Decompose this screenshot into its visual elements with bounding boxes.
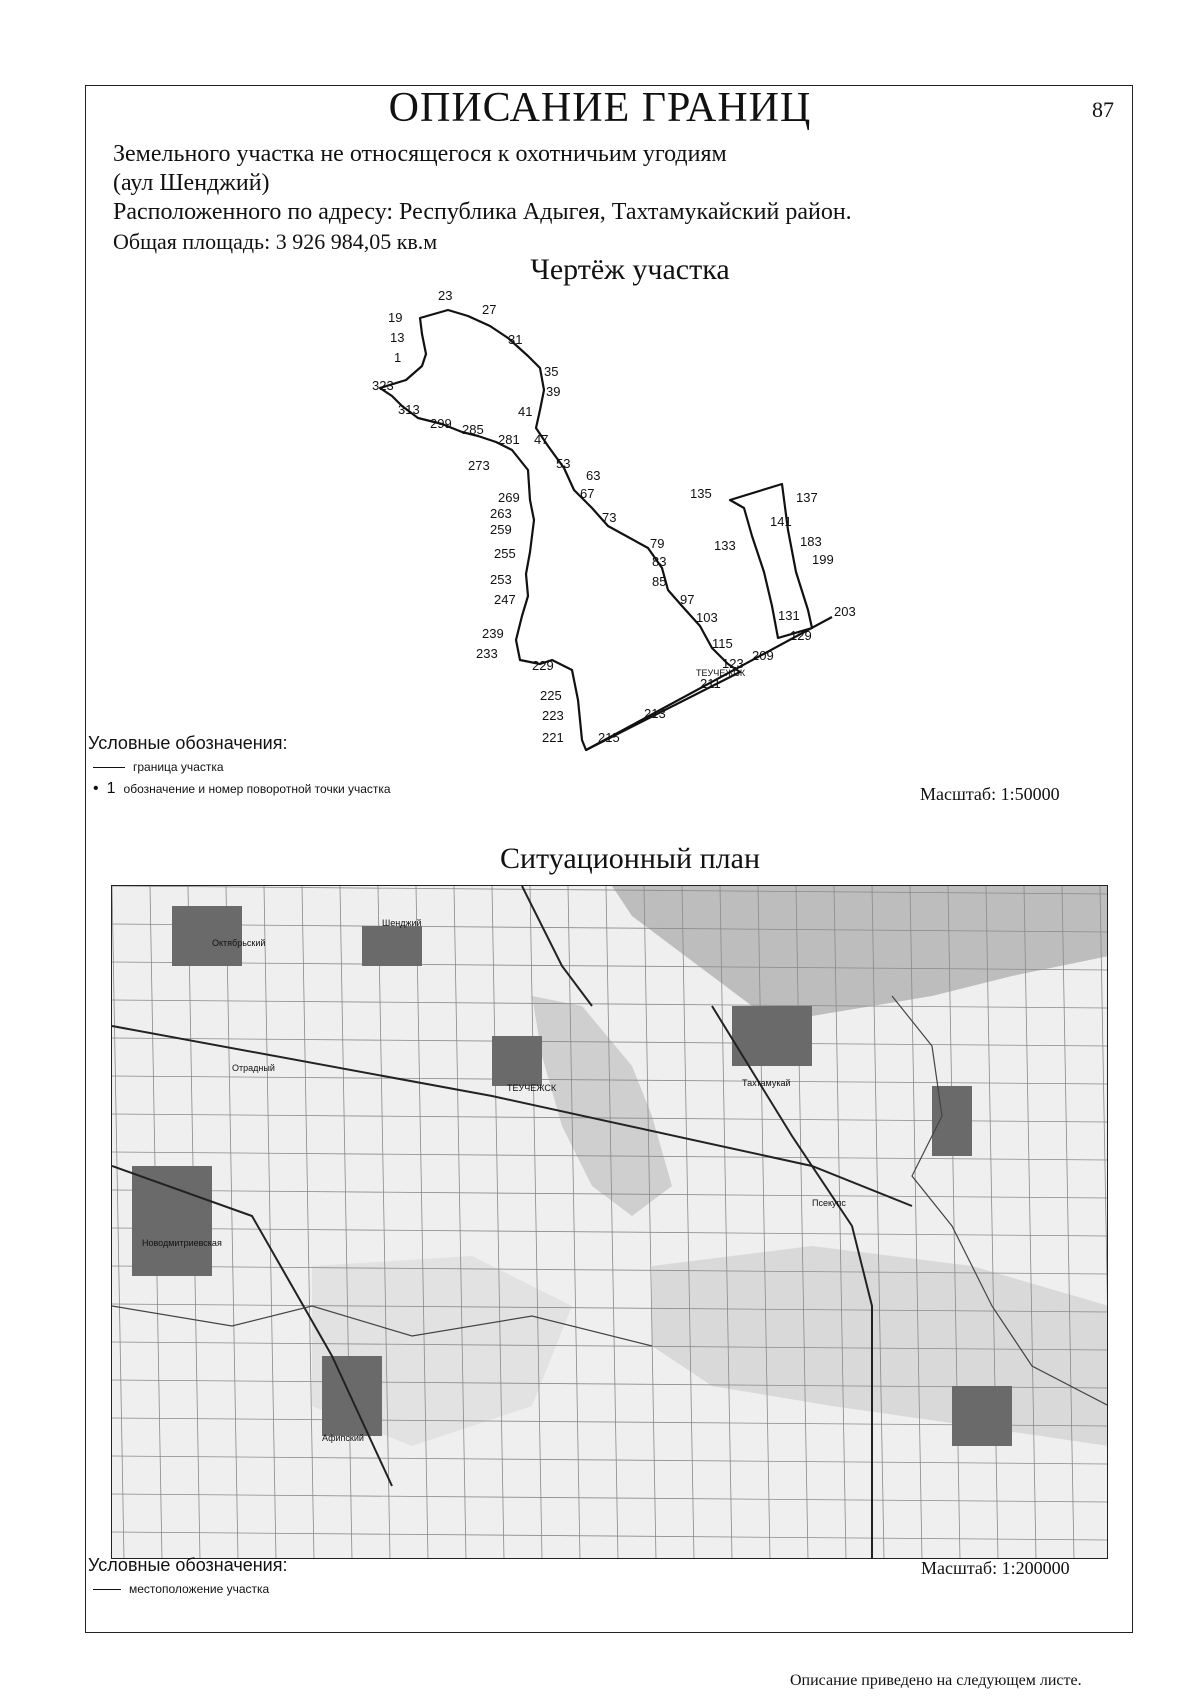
map-graphic [112, 886, 1108, 1559]
point-label-211: 211 [700, 676, 721, 691]
point-label-323: 323 [372, 378, 394, 393]
point-label-223: 223 [542, 708, 564, 723]
map-label: Шенджий [382, 918, 422, 928]
point-label-313: 313 [398, 402, 420, 417]
settlement-afipsky [322, 1356, 382, 1436]
point-label-221: 221 [542, 730, 564, 745]
point-label-199: 199 [812, 552, 834, 567]
point-label-285: 285 [462, 422, 484, 437]
point-dot-symbol: • [93, 780, 99, 797]
point-label-41: 41 [518, 404, 533, 419]
point-label-281: 281 [498, 432, 520, 447]
point-label-79: 79 [650, 536, 665, 551]
point-label-229: 229 [532, 658, 554, 673]
map-label: Отрадный [232, 1063, 275, 1073]
point-label-123: 123 [722, 656, 744, 671]
point-label-133: 133 [714, 538, 736, 553]
header-line-1: Земельного участка не относящегося к охотничьим угодиям [113, 141, 727, 167]
plan-title: Ситуационный план [499, 842, 761, 875]
footer-note: Описание приведено на следующем листе. [790, 1672, 1082, 1689]
point-label-263: 263 [490, 506, 512, 521]
point-label-239: 239 [482, 626, 504, 641]
point-label-131: 131 [778, 608, 800, 623]
point-label-19: 19 [388, 310, 403, 325]
drawing-title: Чертёж участка [530, 253, 730, 286]
point-label-247: 247 [494, 592, 516, 607]
legend-boundary-label: граница участка [133, 760, 224, 774]
point-label-183: 183 [800, 534, 822, 549]
point-label-63: 63 [586, 468, 601, 483]
map-label: Новодмитриевская [142, 1238, 222, 1248]
point-label-39: 39 [546, 384, 561, 399]
point-label-31: 31 [508, 332, 523, 347]
point-label-203: 203 [834, 604, 856, 619]
point-label-255: 255 [494, 546, 516, 561]
settlement-shendzhiy [492, 1036, 542, 1086]
legend-location [93, 1582, 269, 1596]
point-label-85: 85 [652, 574, 667, 589]
point-label-141: 141 [770, 514, 792, 529]
point-label-23: 23 [438, 288, 453, 303]
document-title: ОПИСАНИЕ ГРАНИЦ [388, 85, 812, 131]
point-label-259: 259 [490, 522, 512, 537]
point-label-209: 209 [752, 648, 774, 663]
town-label: ТЕУЧЕЖСК [696, 668, 746, 678]
point-label-35: 35 [544, 364, 559, 379]
point-label-273: 273 [468, 458, 490, 473]
drawing-legend-heading: Условные обозначения: [88, 733, 288, 753]
settlement-se [952, 1386, 1012, 1446]
settlement-novodmitrievskaya [132, 1166, 212, 1276]
point-label-47: 47 [534, 432, 549, 447]
legend-boundary [93, 760, 224, 774]
point-label-225: 225 [540, 688, 562, 703]
header-line-3: Расположенного по адресу: Республика Адыгея, Тахтамукайский район. [113, 199, 852, 225]
map-label: Тахтамукай [742, 1078, 791, 1088]
point-label-1: 1 [394, 350, 402, 365]
boundary-line-symbol [93, 767, 125, 768]
point-label-27: 27 [482, 302, 497, 317]
point-label-129: 129 [790, 628, 812, 643]
map-label: ТЕУЧЕЖСК [507, 1083, 557, 1093]
drawing-scale: Масштаб: 1:50000 [920, 784, 1060, 804]
point-label-253: 253 [490, 572, 512, 587]
point-label-67: 67 [580, 486, 595, 501]
point-label-13: 13 [390, 330, 405, 345]
point-label-115: 115 [712, 636, 733, 651]
page-number: 87 [1092, 97, 1114, 122]
legend-point-label: обозначение и номер поворотной точки участка [123, 782, 391, 796]
point-label-83: 83 [652, 554, 667, 569]
point-label-73: 73 [602, 510, 617, 525]
settlement-oktyabrsky [172, 906, 242, 966]
point-label-233: 233 [476, 646, 498, 661]
point-label-269: 269 [498, 490, 520, 505]
point-label-103: 103 [696, 610, 718, 625]
point-label-215: 215 [598, 730, 620, 745]
total-area: Общая площадь: 3 926 984,05 кв.м [113, 229, 438, 254]
point-label-137: 137 [796, 490, 818, 505]
point-label-213: 213 [644, 706, 666, 721]
point-label-299: 299 [430, 416, 452, 431]
settlement-ne [932, 1086, 972, 1156]
map-label: Афипский [322, 1433, 364, 1443]
plan-scale: Масштаб: 1:200000 [921, 1558, 1070, 1578]
point-label-135: 135 [690, 486, 712, 501]
header-line-2: (аул Шенджий) [113, 170, 270, 196]
point-label-53: 53 [556, 456, 571, 471]
location-line-symbol [93, 1589, 121, 1590]
legend-location-label: местоположение участка [129, 1582, 270, 1596]
map-label: Псекупс [812, 1198, 846, 1208]
legend-point [93, 780, 391, 798]
legend-point-number: 1 [106, 780, 116, 797]
map-label: Октябрьский [212, 938, 266, 948]
settlement-east [362, 926, 422, 966]
plan-legend-heading: Условные обозначения: [88, 1555, 288, 1575]
point-label-97: 97 [680, 592, 695, 607]
situational-map [111, 885, 1108, 1559]
